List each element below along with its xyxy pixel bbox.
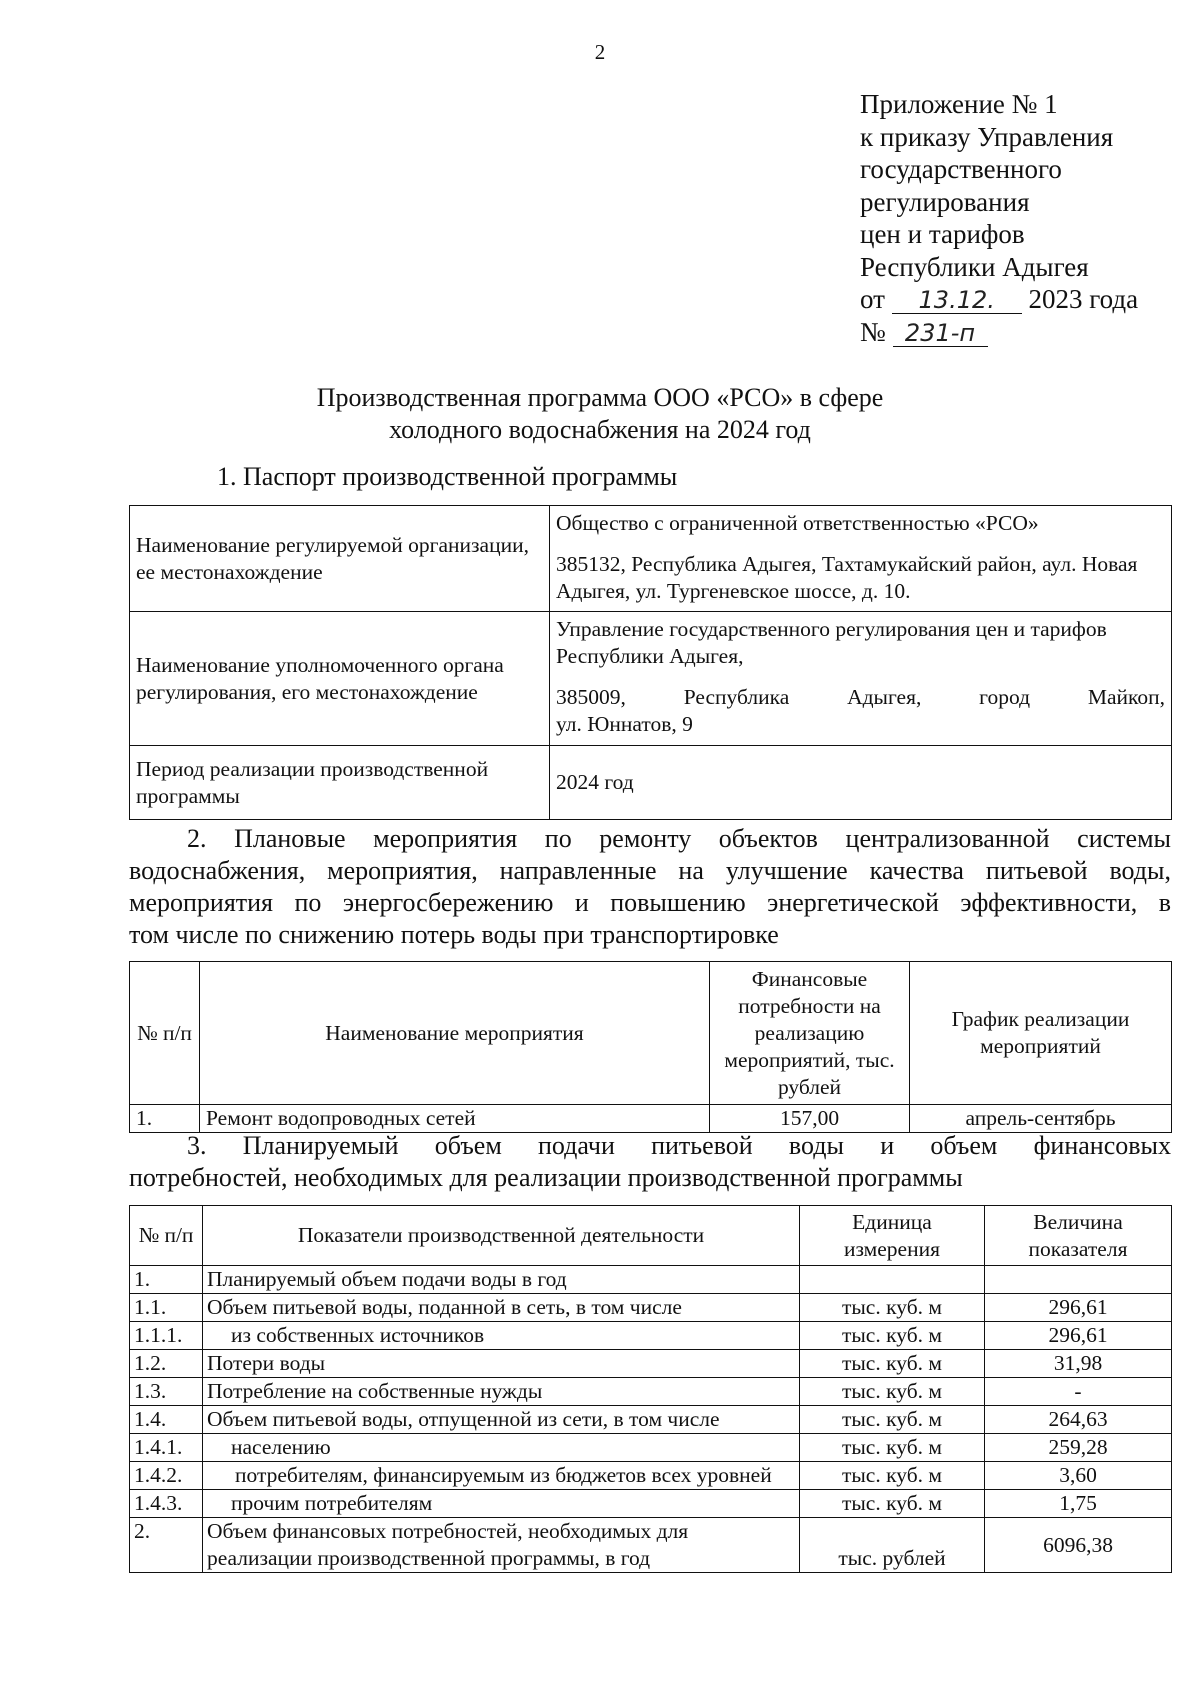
passport-value: Управление государственного регулирования цен и тарифов Республики Адыгея, 385009, Республика Адыгея, город Майкоп, ул. Юннатов, 9 <box>550 612 1172 746</box>
passport-label: Наименование уполномоченного органа регулирования, его местонахождение <box>130 612 550 746</box>
column-header: Величина показателя <box>985 1206 1172 1266</box>
cell-value: 296,61 <box>985 1294 1172 1322</box>
table-row <box>130 1490 1172 1518</box>
section2-heading: 2. Плановые мероприятия по ремонту объектов централизованной системы водоснабжения, мероприятия, направленные на улучшение качества питьевой воды, мероприятия по энергосбережению и повышению энергетической эффективности, в том числе по снижению потерь воды при транспортировке <box>129 824 1171 949</box>
cell-unit <box>800 1266 985 1294</box>
cell-unit: тыс. куб. м <box>800 1378 985 1406</box>
cell-value: - <box>985 1378 1172 1406</box>
cell-num: 1.4.3. <box>130 1490 203 1518</box>
order-number <box>860 316 1138 349</box>
cell-schedule: апрель-сентябрь <box>910 1105 1172 1133</box>
column-header: Наименование мероприятия <box>200 962 710 1105</box>
document-title-line2: холодного водоснабжения на 2024 год <box>389 415 811 444</box>
cell-num: 1. <box>130 1266 203 1294</box>
cell-value <box>985 1266 1172 1294</box>
document-title: Производственная программа ООО «РСО» в сфере <box>316 383 884 412</box>
cell-name: Объем финансовых потребностей, необходимых для реализации производственной программы, в год <box>203 1518 800 1573</box>
cell-unit: тыс. куб. м <box>800 1490 985 1518</box>
passport-value: Общество с ограниченной ответственностью «РСО» 385132, Республика Адыгея, Тахтамукайский район, аул. Новая Адыгея, ул. Тургеневское шоссе, д. 10. <box>550 506 1172 612</box>
column-header: Показатели производственной деятельности <box>203 1206 800 1266</box>
cell-name: Ремонт водопроводных сетей <box>200 1105 710 1133</box>
table-row <box>130 1518 1172 1573</box>
date-suffix: 2023 года <box>1028 284 1139 314</box>
cell-num: 1. <box>130 1105 200 1133</box>
cell-value: 296,61 <box>985 1322 1172 1350</box>
section1-heading: 1. Паспорт производственной программы <box>217 462 678 491</box>
indicators-table <box>129 1205 1172 1573</box>
table-row <box>130 1294 1172 1322</box>
table-row <box>130 612 1172 746</box>
cell-num: 1.2. <box>130 1350 203 1378</box>
table-row <box>130 746 1172 820</box>
cell-num: 1.4. <box>130 1406 203 1434</box>
passport-label: Наименование регулируемой организации, ее местонахождение <box>130 506 550 612</box>
passport-table <box>129 505 1172 820</box>
column-header: № п/п <box>130 962 200 1105</box>
cell-name: Потребление на собственные нужды <box>203 1378 800 1406</box>
cell-unit: тыс. куб. м <box>800 1322 985 1350</box>
cell-value: 3,60 <box>985 1462 1172 1490</box>
cell-num: 1.1. <box>130 1294 203 1322</box>
cell-value: 264,63 <box>985 1406 1172 1434</box>
section3-heading: 3. Планируемый объем подачи питьевой воды и объем финансовых потребностей, необходимых для реализации производственной программы <box>129 1131 1171 1192</box>
cell-unit: тыс. куб. м <box>800 1350 985 1378</box>
table-row <box>130 1322 1172 1350</box>
page-number: 2 <box>594 40 606 64</box>
cell-value: 6096,38 <box>985 1518 1172 1573</box>
date-handwritten: 13.12. <box>918 286 995 314</box>
cell-num: 1.4.2. <box>130 1462 203 1490</box>
number-handwritten: 231-п <box>904 318 976 347</box>
number-prefix: № <box>860 316 886 347</box>
appendix-header <box>860 88 1138 348</box>
cell-num: 1.4.1. <box>130 1434 203 1462</box>
cell-name: потребителям, финансируемым из бюджетов всех уровней <box>203 1462 800 1490</box>
cell-value: 31,98 <box>985 1350 1172 1378</box>
cell-unit: тыс. куб. м <box>800 1462 985 1490</box>
table-row <box>130 506 1172 612</box>
column-header: График реализации мероприятий <box>910 962 1172 1105</box>
passport-value: 2024 год <box>550 746 1172 820</box>
order-date <box>860 283 1138 316</box>
date-prefix: от <box>860 284 885 314</box>
number-field <box>893 319 988 347</box>
table-row <box>130 1350 1172 1378</box>
cell-name: Объем питьевой воды, отпущенной из сети, в том числе <box>203 1406 800 1434</box>
cell-name: из собственных источников <box>203 1322 800 1350</box>
cell-unit: тыс. куб. м <box>800 1434 985 1462</box>
column-header: Единица измерения <box>800 1206 985 1266</box>
table-row <box>130 1462 1172 1490</box>
appendix-line: цен и тарифов <box>860 219 1025 249</box>
passport-label: Период реализации производственной программы <box>130 746 550 820</box>
table-header-row <box>130 962 1172 1105</box>
activities-table <box>129 961 1172 1133</box>
column-header: Финансовые потребности на реализацию мероприятий, тыс. рублей <box>710 962 910 1105</box>
appendix-line: регулирования <box>860 186 1030 217</box>
cell-num: 2. <box>130 1518 203 1573</box>
table-row <box>130 1378 1172 1406</box>
cell-unit: тыс. куб. м <box>800 1294 985 1322</box>
appendix-line: государственного <box>860 154 1062 184</box>
appendix-line: Приложение № 1 <box>860 89 1058 119</box>
cell-num: 1.1.1. <box>130 1322 203 1350</box>
cell-value: 1,75 <box>985 1490 1172 1518</box>
table-header-row <box>130 1206 1172 1266</box>
cell-value: 259,28 <box>985 1434 1172 1462</box>
appendix-line: Республики Адыгея <box>860 251 1089 282</box>
table-row <box>130 1266 1172 1294</box>
column-header: № п/п <box>130 1206 203 1266</box>
cell-unit: тыс. рублей <box>800 1518 985 1573</box>
appendix-line: к приказу Управления <box>860 121 1114 152</box>
cell-name: прочим потребителям <box>203 1490 800 1518</box>
cell-name: населению <box>203 1434 800 1462</box>
date-field <box>892 286 1022 314</box>
cell-name: Потери воды <box>203 1350 800 1378</box>
table-row <box>130 1434 1172 1462</box>
table-row <box>130 1406 1172 1434</box>
cell-name: Объем питьевой воды, поданной в сеть, в том числе <box>203 1294 800 1322</box>
table-row <box>130 1105 1172 1133</box>
cell-name: Планируемый объем подачи воды в год <box>203 1266 800 1294</box>
cell-num: 1.3. <box>130 1378 203 1406</box>
cell-amount: 157,00 <box>710 1105 910 1133</box>
cell-unit: тыс. куб. м <box>800 1406 985 1434</box>
